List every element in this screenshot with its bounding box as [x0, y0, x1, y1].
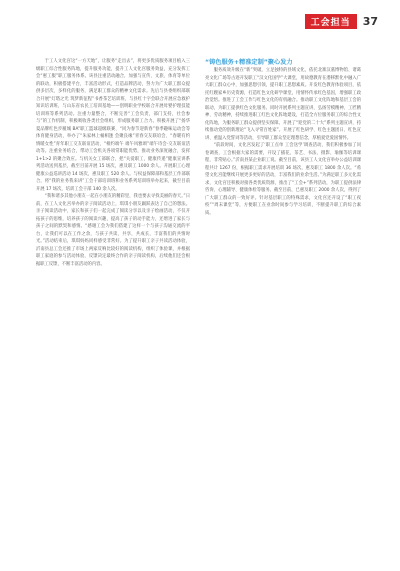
page-number: 37: [362, 15, 378, 28]
page-header: [305, 14, 378, 29]
right-column: [205, 58, 361, 217]
paragraph: “我和诸多其他小朋友一起在小朋友的精彩里，我也要去寻找美丽的春天。”日前，在工人文化宫举办的亲子阅读活动上，琪琪小朋友踊跃表达了自己的想法。亲子阅读活动中，家长和孩子们一起完成了阅读分享以及亲子绘画活动，不仅开拓孩子的思维，培养孩子的阅读兴趣，提高了孩子的动手能力，还增进了家长与孩子之间的默契和感情。“感谢工会为我们搭建了这样一个与孩子沟通交流的平台，让我们可以在工作之余，与孩子共读、共享，共成长，丰富我们的共情时光。”活动结束后，琪琪妈妈同样感受非常好。为了提升职工亲子共读活动体验，沂南县总工会还推了市场上两家反响比较好的阅读机构，组织了体验课，并根据职工家庭的参与活动体验，反馈决定最终合作的亲子阅读机构，后续他们还会根据职工反馈，不断丰富活动的内容。: [36, 194, 190, 267]
section-subheading: “铸色服务+精准定制”聚心发力: [205, 59, 293, 66]
section-tag: 工会担当: [305, 14, 357, 29]
paragraph: 于工人文化宫这“一方天地”，让服务“走出去”，将更多优质服务项目植入三级职工综合性服务阵地，提升服务功能，提升工人文化宫服务效益，充分发挥工会“惠工服”职工服务体系。该县注重活动融合，加强与宣传、文旅、体育等单位的联动，积极搭建平台，丰富活动形式，打造品牌活动，努力为广大职工群众提供多层次、多样化的服务，满足职工群众的精神文化需求。先后与县委组织部联合开展“灯塔之光 筑梦新征程”书香茶艺培训班，与县红十字会联合开展应急救护知识培训班，与山东省农民工培训基地——创明职业学校联合开展母婴护理技能培训班等系列活动。注重力量整合，不断完善“工会负责，部门支持，社会参与”的工作机制，积极吸收各类社会组织，形成服务职工合力。积极开展了“扬华夏品牌红色步履城 BA”职工篮球超级联赛、“同为春节迎新春”春季趣味运动会等体育健身活动，举办了“朱家林上桶相逢 会聚良缘”青春交友联谊会、“春暖有约 情暖女性”青年职工交友联谊活动，“相约端午 端午风雅颂”端午诗会·交友联谊活动等。注重业务结合，带动工会机关各项常职能优势，推动业务深度融合，发挥 1+1>2 的聚合效应。与机关女工部联合，把“关爱职工，健康传递”健康宣讲系列活动送到基层，截至目前开展 15 场次，惠及职工 1000 余人。开展职工心理健康公益巡讲活动 14 场次，惠及职工 520 余人。与权益保障部和基层工作部联合，将“我的业务我来讲”工会干部培训班和业务系列培训班举办起来，截至目前开展 17 场次，培训工会干部 140 余人次。: [36, 59, 190, 192]
paragraph: “前段时间，文化宫发起了‘职工点单 工会送学’调查活动，我们积极参加了问卷调查，工会根据大家的需要，开设了插花、茶艺、书法、摄影、瑜伽等培训课程，非常贴心。”沂南县某企业职工说。截至目前，该县工人文化宫举办公益培训课程共计 1267 份，根据职工需求开展培训 36 场次，惠及职工 1800 余人次。“希望文化宫能继续开展更多更好的活动，丰富我们的业余生活。”为满足职工多元化需求，文化宫还积极对接各类优质资源，推出了“工会+”系列活动，为职工提供法律咨询、心理辅导、健康体检等服务。截至目前，已惠及职工 2000 余人次，得到了广大职工群众的一致好评。针对基层职工的特殊需求，文化宫还开设了“职工夜校”“周末课堂”等，方便职工在业余时间参与学习培训，不断提升职工的综合素质。: [205, 143, 361, 216]
paragraph: 服务质效升级在“新”突破，立足独特的县域文化，依托北寨汉墓博物馆、诸葛亮文化广场等古迹开发职工“汉文化国学”大课堂，用故德教育在潜移默化中融入广大职工群众心中，加强思想引领，提升职工思想素质。开发红色教育体验项目，依托红嫂家乡历史资源，打造红色文化研学课堂，用情怀传承红色基因，增强职工政治觉悟。推进了工会工作与红色文化的有机融合。推动职工文化阵地和基层工会的联动，为职工提供红色文化服务。同时开展系列主题宣讲，弘扬劳模精神、工匠精神、劳动精神，持续推进职工红色文化阵地建设，打造全方位服务职工的综合性文化阵地，为服务职工群众提供坚实保障。开展了“迎党的二十大”系列主题宣讲，持续推动党的创新理论“飞入寻常百姓家”。开展了红色研学、红色主题团日、红色宣讲、重温入党誓词等活动，引导职工群众坚定理想信念，厚植爱党爱国情怀。: [205, 68, 361, 141]
left-column: [36, 58, 190, 268]
